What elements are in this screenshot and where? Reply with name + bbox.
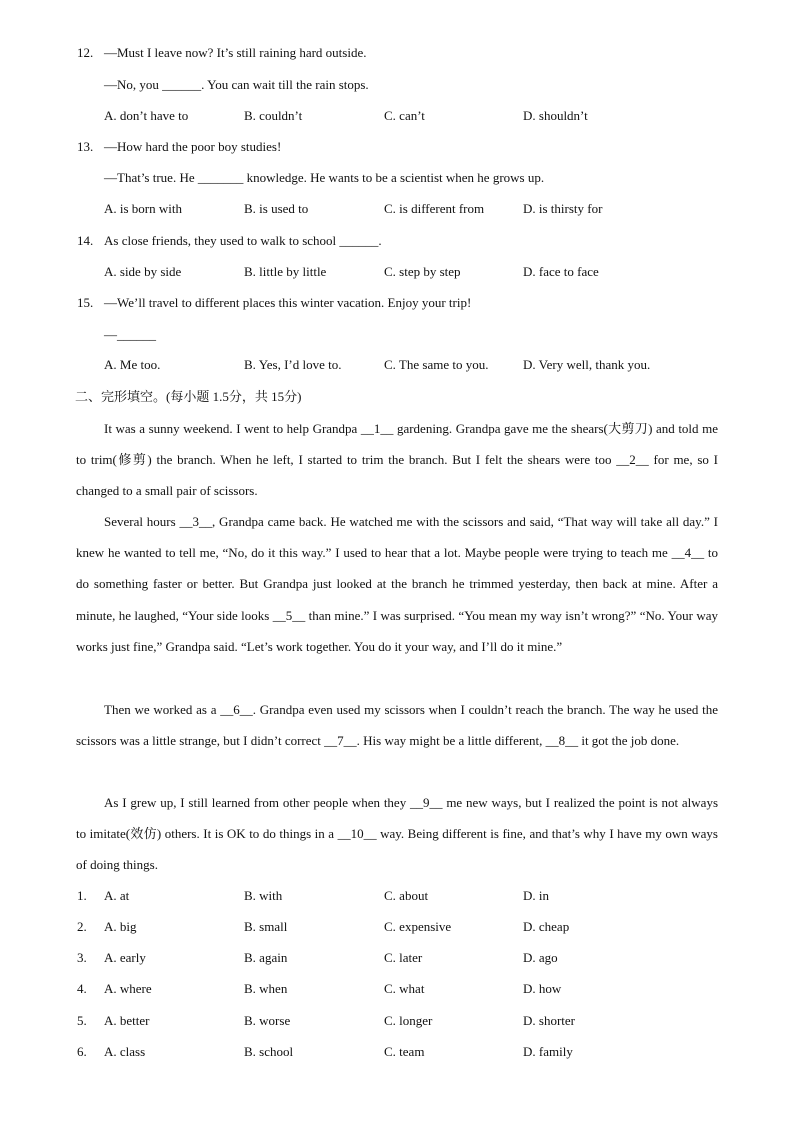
option-a: A. where	[104, 981, 152, 996]
cloze-option-row	[0, 917, 794, 937]
option-b: B. small	[244, 919, 288, 934]
option-d: D. in	[523, 888, 549, 903]
cloze-option-row	[0, 979, 794, 999]
option-c: C. is different from	[384, 201, 485, 216]
question-12	[0, 43, 794, 63]
option-b: B. when	[244, 981, 288, 996]
option-a: A. big	[104, 919, 137, 934]
option-b: B. school	[244, 1044, 294, 1059]
option-d: D. cheap	[523, 919, 570, 934]
question-line: —We’ll travel to different places this winter vacation. Enjoy your trip!	[104, 295, 472, 310]
option-row	[0, 355, 794, 375]
option-b: B. with	[244, 888, 283, 903]
cloze-option-row	[0, 886, 794, 906]
question-number: 14.	[77, 233, 94, 248]
option-d: D. Very well, thank you.	[523, 357, 651, 372]
option-b: B. little by little	[244, 264, 327, 279]
question-14	[0, 231, 794, 251]
question-13	[0, 137, 794, 157]
option-d: D. ago	[523, 950, 558, 965]
question-number: 3.	[77, 950, 87, 965]
option-row	[0, 106, 794, 126]
option-d: D. shouldn’t	[523, 108, 588, 123]
question-line: —That’s true. He _______ knowledge. He wants to be a scientist when he grows up.	[104, 170, 545, 185]
question-number: 15.	[77, 295, 94, 310]
option-c: C. team	[384, 1044, 425, 1059]
option-b: B. worse	[244, 1013, 291, 1028]
question-number: 2.	[77, 919, 87, 934]
option-d: D. is thirsty for	[523, 201, 603, 216]
question-number: 6.	[77, 1044, 87, 1059]
option-d: D. shorter	[523, 1013, 575, 1028]
option-a: A. class	[104, 1044, 146, 1059]
question-number: 13.	[77, 139, 94, 154]
option-b: B. couldn’t	[244, 108, 303, 123]
option-b: B. Yes, I’d love to.	[244, 357, 342, 372]
question-number: 12.	[77, 45, 94, 60]
option-c: C. can’t	[384, 108, 425, 123]
option-a: A. don’t have to	[104, 108, 189, 123]
option-c: C. what	[384, 981, 425, 996]
passage-paragraph: As I grew up, I still learned from other people when they __9__ me new ways, but I realized the point is not always to imitate(效仿) others. It is OK to do things in a __10__ way. Being different is fine, and that’s why I have my own ways of doing things.	[76, 795, 718, 873]
option-b: B. again	[244, 950, 288, 965]
question-line: —How hard the poor boy studies!	[104, 139, 282, 154]
question-number: 5.	[77, 1013, 87, 1028]
option-c: C. longer	[384, 1013, 433, 1028]
option-a: A. better	[104, 1013, 150, 1028]
option-a: A. side by side	[104, 264, 182, 279]
cloze-option-row	[0, 1011, 794, 1031]
question-line: —Must I leave now? It’s still raining hard outside.	[104, 45, 367, 60]
option-c: C. The same to you.	[384, 357, 489, 372]
option-a: A. early	[104, 950, 146, 965]
question-line-row	[0, 168, 794, 188]
option-c: C. about	[384, 888, 429, 903]
cloze-option-row	[0, 948, 794, 968]
option-c: C. expensive	[384, 919, 452, 934]
option-d: D. family	[523, 1044, 573, 1059]
question-number: 4.	[77, 981, 87, 996]
section-heading-row	[0, 387, 794, 407]
option-d: D. face to face	[523, 264, 599, 279]
option-a: A. Me too.	[104, 357, 161, 372]
question-number: 1.	[77, 888, 87, 903]
question-line: —No, you ______. You can wait till the rain stops.	[104, 77, 369, 92]
question-line: —______	[104, 327, 156, 342]
option-row	[0, 262, 794, 282]
option-c: C. later	[384, 950, 423, 965]
option-row	[0, 199, 794, 219]
option-a: A. at	[104, 888, 130, 903]
question-line-row	[0, 325, 794, 345]
section-title: 二、完形填空。(每小题 1.5分，共 15分)	[75, 389, 302, 404]
option-d: D. how	[523, 981, 562, 996]
option-c: C. step by step	[384, 264, 461, 279]
question-line: As close friends, they used to walk to school ______.	[104, 233, 382, 248]
passage-paragraph: Then we worked as a __6__. Grandpa even used my scissors when I couldn’t reach the branch. The way he used the scissors was a little strange, but I didn’t correct __7__. His way might be a little different, __8__ it got the job done.	[76, 702, 718, 749]
question-15	[0, 293, 794, 313]
question-line-row	[0, 75, 794, 95]
passage-paragraph: It was a sunny weekend. I went to help Grandpa __1__ gardening. Grandpa gave me the shears(大剪刀) and told me to trim(修剪) the branch. When he left, I started to trim the branch. But I felt the shears were too __2__ for me, so I changed to a small pair of scissors.	[76, 421, 718, 499]
option-b: B. is used to	[244, 201, 309, 216]
cloze-option-row	[0, 1042, 794, 1062]
passage-paragraph: Several hours __3__, Grandpa came back. He watched me with the scissors and said, “That way will take all day.” I knew he wanted to tell me, “No, do it this way.” I used to hear that a lot. Maybe people were trying to teach me __4__ to do something faster or better. But Grandpa just looked at the branch he trimmed yesterday, then back at mine. After a minute, he laughed, “Your side looks __5__ than mine.” I was surprised. “You mean my way isn’t wrong?” “No. Your way works just fine,” Grandpa said. “Let’s work together. You do it your way, and I’ll do it mine.”	[76, 514, 718, 654]
option-a: A. is born with	[104, 201, 182, 216]
